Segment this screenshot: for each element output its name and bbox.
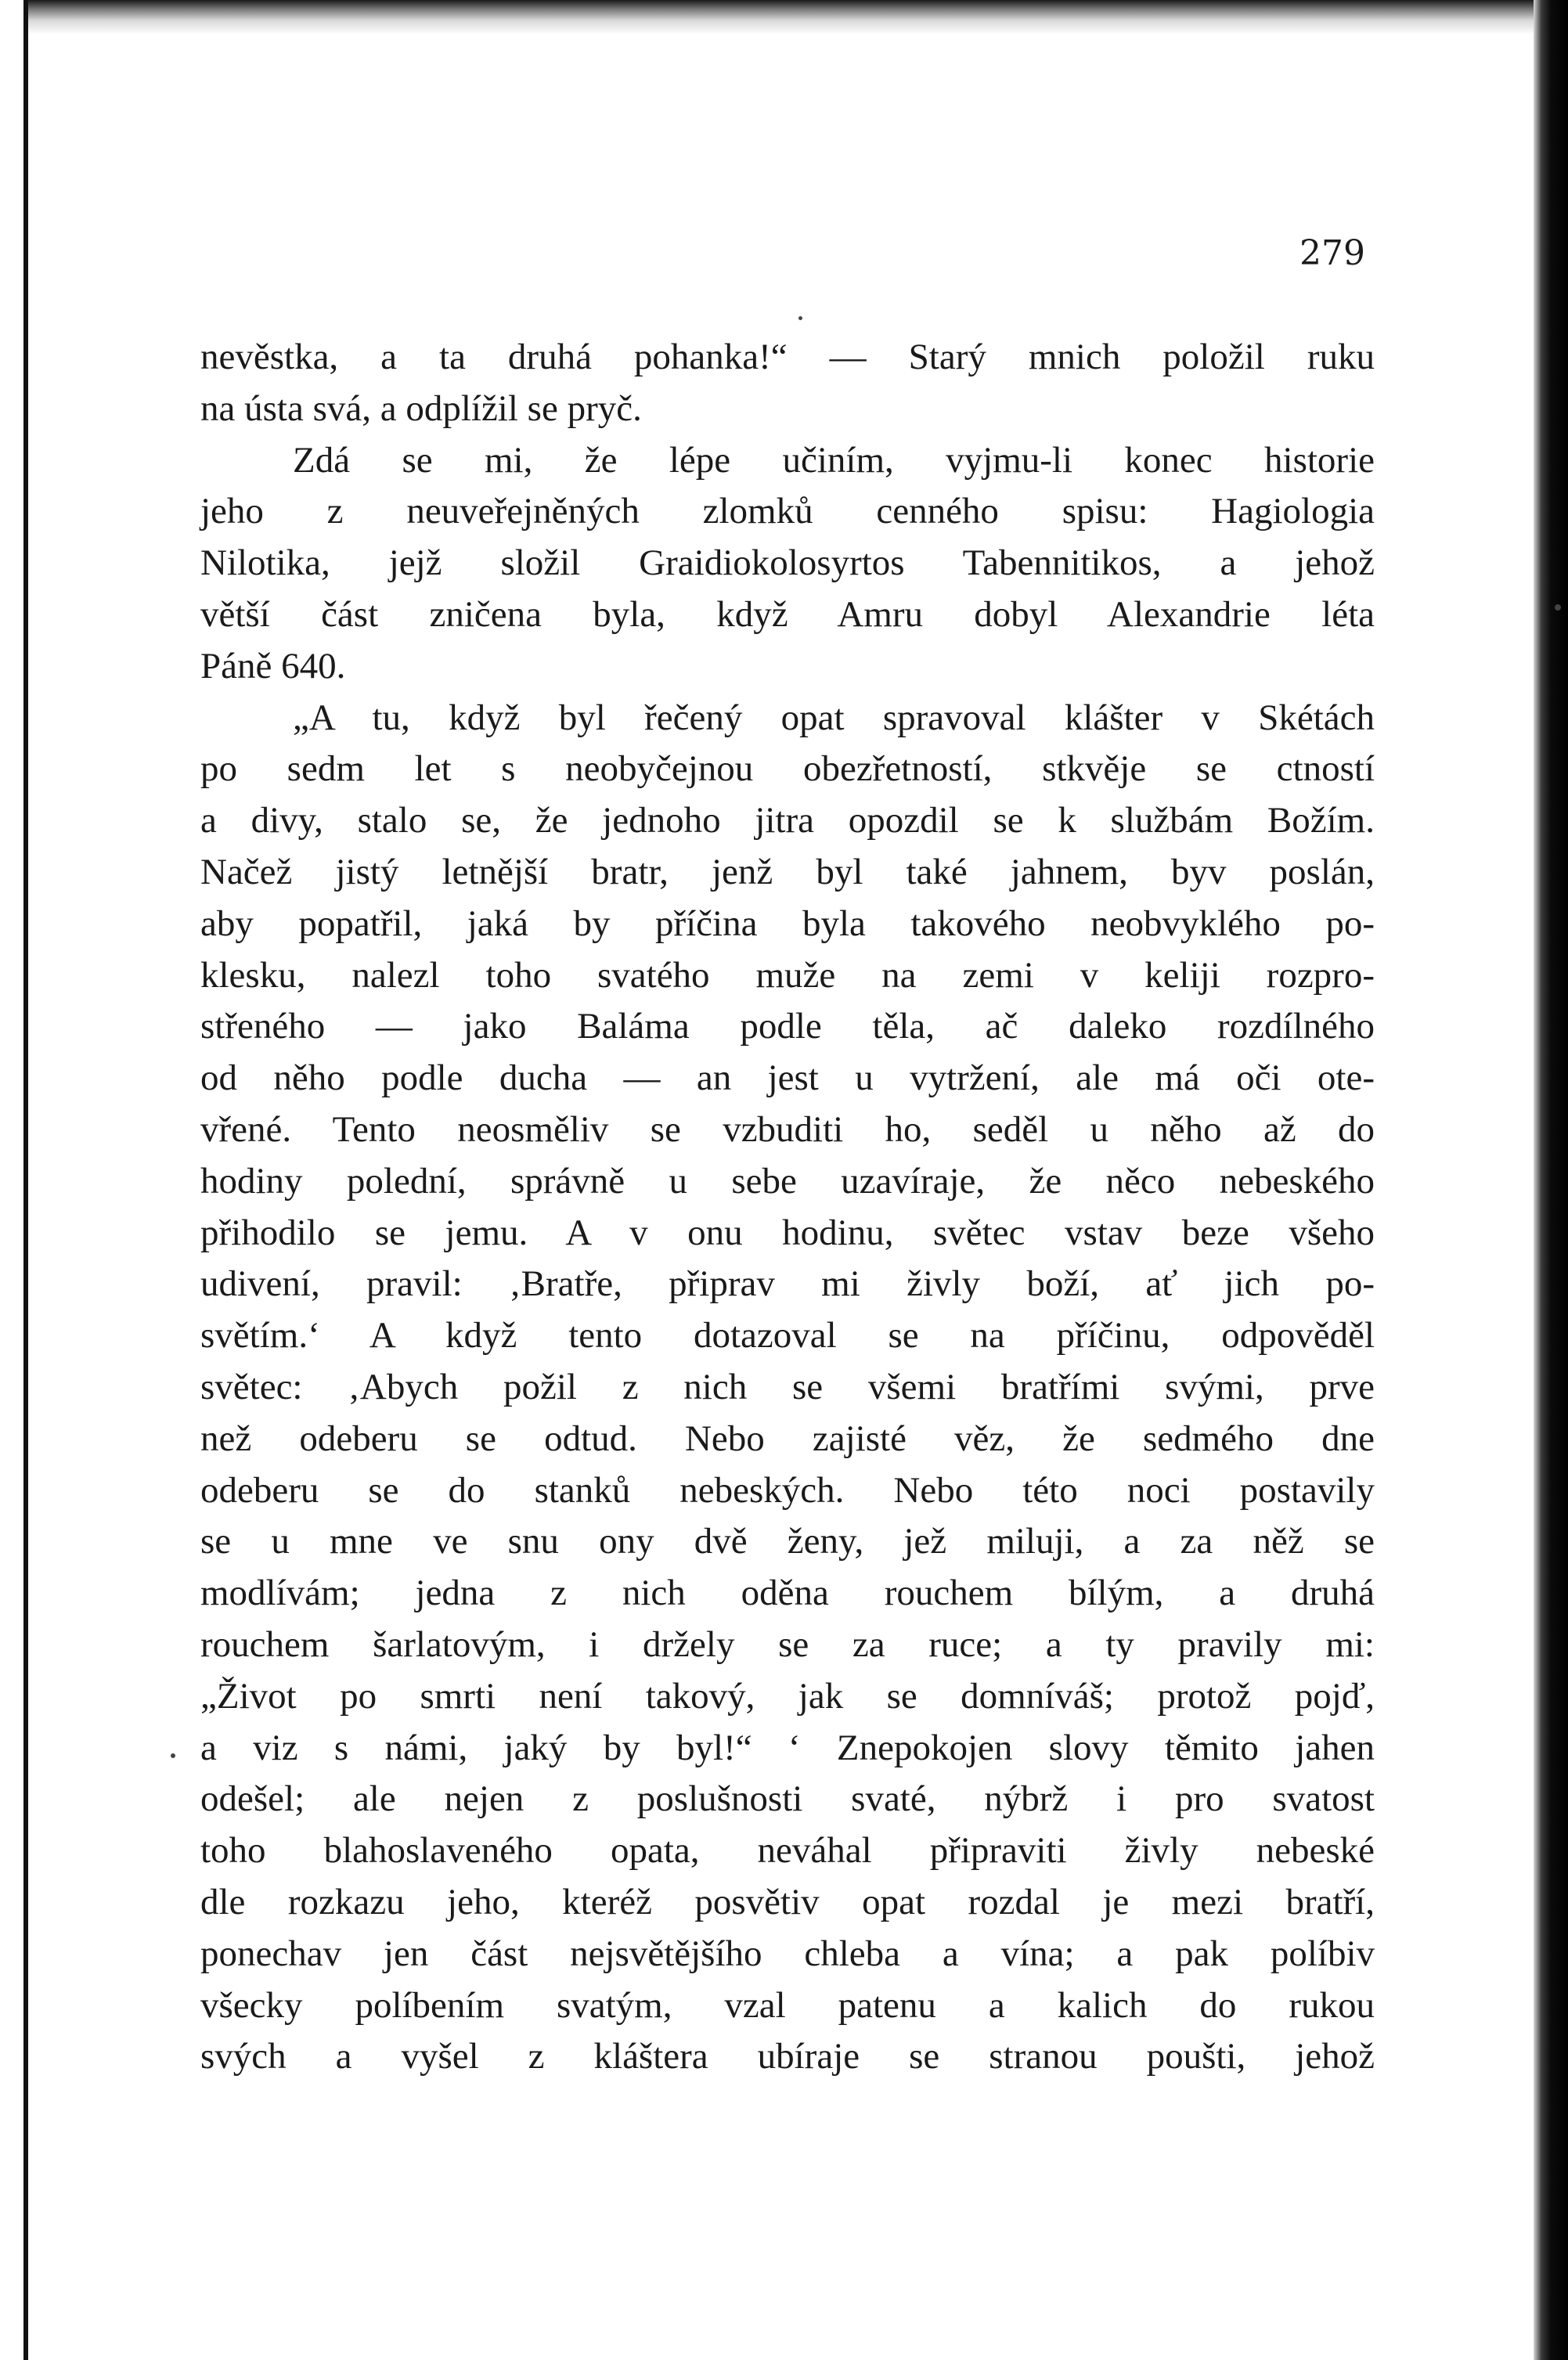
text-line: rouchem šarlatovým, i držely se za ruce; a ty pravily mi:	[200, 1623, 1375, 1665]
scan-speck	[798, 316, 802, 320]
text-line: a viz s námi, jaký by byl!“ ‘ Znepokojen slovy těmito jahen	[200, 1727, 1375, 1768]
text-line: svých a vyšel z kláštera ubíraje se stranou poušti, jehož	[200, 2036, 1375, 2077]
text-line: všecky políbením svatým, vzal patenu a kalich do rukou	[200, 1984, 1375, 2026]
text-line: „Život po smrti není takový, jak se domníváš; protož pojď,	[200, 1675, 1375, 1717]
text-line: střeného — jako Baláma podle těla, ač daleko rozdílného	[200, 1006, 1375, 1047]
page-number: 279	[1299, 233, 1365, 273]
text-line: se u mne ve snu ony dvě ženy, jež miluji, a za něž se	[200, 1521, 1375, 1562]
text-line: modlívám; jedna z nich oděna rouchem bílým, a druhá	[200, 1573, 1375, 1614]
text-line: a divy, stalo se, že jednoho jitra opozdil se k službám Božím.	[200, 800, 1375, 841]
text-line: toho blahoslaveného opata, neváhal připraviti živly nebeské	[200, 1830, 1375, 1872]
text-line: odeberu se do stanků nebeských. Nebo této noci postavily	[200, 1469, 1375, 1511]
text-line: než odeberu se odtud. Nebo zajisté věz, že sedmého dne	[200, 1418, 1375, 1459]
text-line: vřené. Tento neosměliv se vzbuditi ho, seděl u něho až do	[200, 1108, 1375, 1150]
scan-left-edge	[0, 0, 28, 2360]
text-line: aby popatřil, jaká by příčina byla takového neobvyklého po-	[200, 903, 1375, 944]
text-line: Nilotika, jejž složil Graidiokolosyrtos Tabennitikos, a jehož	[200, 542, 1375, 584]
text-line: klesku, nalezl toho svatého muže na zemi v keliji rozpro-	[200, 954, 1375, 996]
scan-right-edge	[1534, 0, 1568, 2360]
text-line: Zdá se mi, že lépe učiním, vyjmu-li konec historie	[293, 439, 1375, 481]
scan-speck	[171, 1753, 175, 1758]
text-line: jeho z neuveřejněných zlomků cenného spisu: Hagiologia	[200, 491, 1375, 532]
text-line: Páně 640.	[200, 645, 346, 686]
text-line: na ústa svá, a odplížil se pryč.	[200, 387, 642, 429]
text-line: udivení, pravil: ‚Bratře, připrav mi živly boží, ať jich po-	[200, 1263, 1375, 1305]
text-line: Načež jistý letnější bratr, jenž byl také jahnem, byv poslán,	[200, 851, 1375, 892]
text-line: od něho podle ducha — an jest u vytržení, ale má oči ote-	[200, 1057, 1375, 1099]
text-line: hodiny polední, správně u sebe uzavíraje, že něco nebeského	[200, 1160, 1375, 1202]
text-line: odešel; ale nejen z poslušnosti svaté, nýbrž i pro svatost	[200, 1778, 1375, 1820]
text-line: přihodilo se jemu. A v onu hodinu, světec vstav beze všeho	[200, 1212, 1375, 1253]
scan-top-edge	[28, 0, 1534, 34]
text-line: ponechav jen část nejsvětějšího chleba a vína; a pak políbiv	[200, 1933, 1375, 1974]
book-page	[28, 0, 1534, 2360]
text-line: dle rozkazu jeho, kteréž posvětiv opat rozdal je mezi bratří,	[200, 1881, 1375, 1922]
text-line: nevěstka, a ta druhá pohanka!“ — Starý mnich položil ruku	[200, 337, 1375, 377]
text-line: „A tu, když byl řečený opat spravoval klášter v Skétách	[293, 697, 1375, 738]
text-line: větší část zničena byla, když Amru dobyl Alexandrie léta	[200, 593, 1375, 635]
text-line: světec: ‚Abych požil z nich se všemi bratřími svými, prve	[200, 1366, 1375, 1407]
scan-speck	[1555, 604, 1561, 611]
text-line: světím.‘ A když tento dotazoval se na příčinu, odpověděl	[200, 1315, 1375, 1357]
text-line: po sedm let s neobyčejnou obezřetností, stkvěje se ctností	[200, 748, 1375, 790]
body-text	[200, 332, 1375, 2083]
